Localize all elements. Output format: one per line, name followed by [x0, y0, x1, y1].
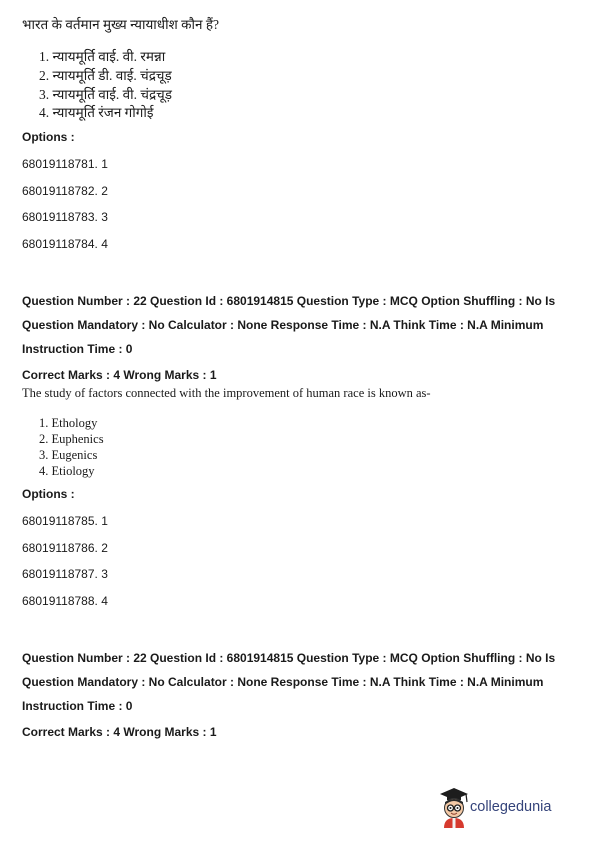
question-22-choice-2: 2. Euphenics — [39, 432, 104, 446]
question-22-text: The study of factors connected with the improvement of human race is known as- — [22, 386, 431, 400]
question-22-meta-line-2: Question Mandatory : No Calculator : None Response Time : N.A Think Time : N.A Minimum — [22, 318, 544, 332]
question-22-options-label: Options : — [22, 487, 75, 501]
question-21-text: भारत के वर्तमान मुख्य न्यायाधीश कौन हैं? — [22, 17, 220, 32]
question-21-option-2: 68019118782. 2 — [22, 184, 108, 198]
question-22-meta-line-1: Question Number : 22 Question Id : 6801914815 Question Type : MCQ Option Shuffling : No Is — [22, 294, 556, 308]
question-22-choice-4: 4. Etiology — [39, 464, 95, 478]
question-21-choice-3: 3. न्यायमूर्ति वाई. वी. चंद्रचूड़ — [39, 87, 172, 102]
question-23-marks: Correct Marks : 4 Wrong Marks : 1 — [22, 725, 217, 739]
question-22-option-2: 68019118786. 2 — [22, 541, 108, 555]
question-22-option-4: 68019118788. 4 — [22, 594, 108, 608]
question-23-meta-line-1: Question Number : 22 Question Id : 6801914815 Question Type : MCQ Option Shuffling : No Is — [22, 651, 556, 665]
question-22-choice-1: 1. Ethology — [39, 416, 98, 430]
question-21-options-label: Options : — [22, 130, 75, 144]
question-21-choice-2: 2. न्यायमूर्ति डी. वाई. चंद्रचूड़ — [39, 68, 172, 83]
question-21-choice-4: 4. न्यायमूर्ति रंजन गोगोई — [39, 105, 154, 120]
question-22-choice-3: 3. Eugenics — [39, 448, 98, 462]
question-22-marks: Correct Marks : 4 Wrong Marks : 1 — [22, 368, 217, 382]
question-21-option-3: 68019118783. 3 — [22, 210, 108, 224]
question-23-meta-line-3: Instruction Time : 0 — [22, 699, 133, 713]
question-23-meta-line-2: Question Mandatory : No Calculator : None Response Time : N.A Think Time : N.A Minimum — [22, 675, 544, 689]
question-21-choice-1: 1. न्यायमूर्ति वाई. वी. रमन्ना — [39, 49, 166, 64]
question-22-meta-line-3: Instruction Time : 0 — [22, 342, 133, 356]
logo-wordmark: collegedunia — [470, 799, 552, 815]
question-21-option-1: 68019118781. 1 — [22, 157, 108, 171]
graduate-mascot-icon — [436, 784, 472, 828]
question-22-option-3: 68019118787. 3 — [22, 567, 108, 581]
collegedunia-logo[interactable] — [436, 784, 576, 828]
question-21-option-4: 68019118784. 4 — [22, 237, 108, 251]
question-22-option-1: 68019118785. 1 — [22, 514, 108, 528]
